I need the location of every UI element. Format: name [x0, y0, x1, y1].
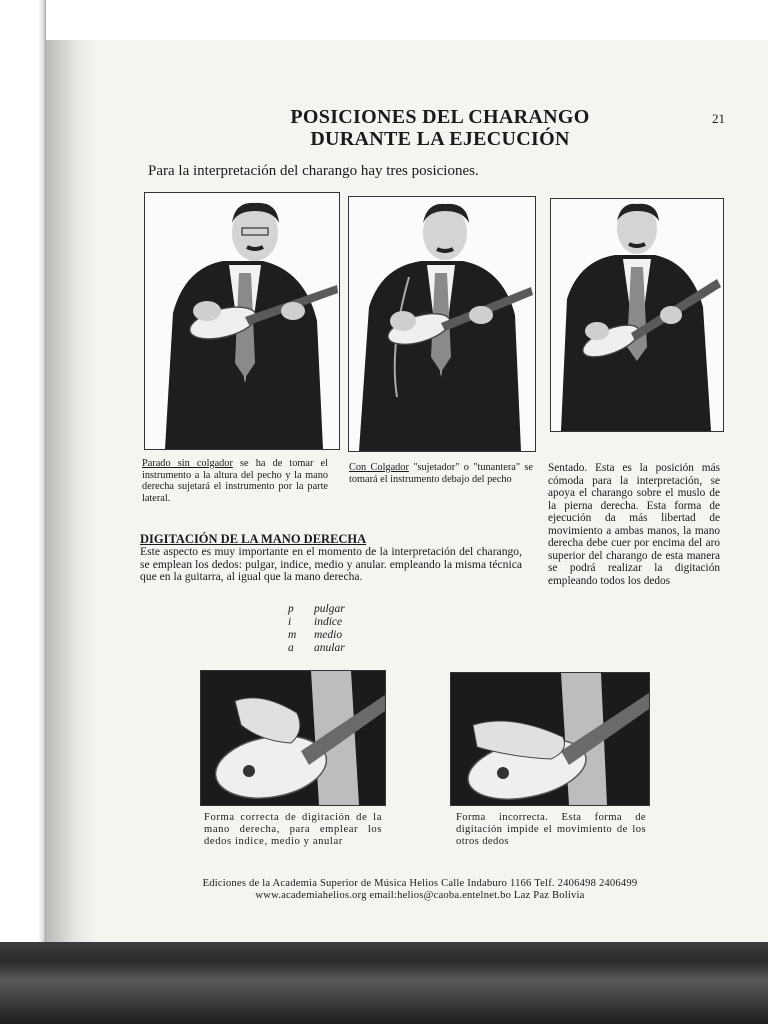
- caption-standing-label: Parado sin colgador: [142, 458, 233, 469]
- finger-row: [288, 642, 345, 655]
- finger-name: anular: [314, 642, 345, 654]
- finger-letter: a: [288, 642, 294, 654]
- caption-strap-text: "sujetador" o "tunantera" se tomará el instrumento debajo del pecho: [349, 462, 533, 485]
- caption-standing: [142, 458, 328, 504]
- page-gutter-shadow: [46, 40, 96, 946]
- caption-standing-text: se ha de tomar el instrumento a la altura del pecho y la mano derecha sujetará el instrumento por la parte lateral.: [142, 458, 328, 504]
- finger-letter: p: [288, 603, 294, 615]
- caption-seated-label: Sentado.: [548, 462, 588, 474]
- finger-name: medio: [314, 629, 343, 641]
- scan-border: [0, 0, 46, 1024]
- caption-strap: [349, 462, 533, 485]
- caption-correct-form: Forma correcta de digitación de la mano derecha, para emplear los dedos indice, medio y anular: [204, 812, 382, 847]
- finger-row: [288, 603, 345, 616]
- intro-text: Para la interpretación del charango hay tres posiciones.: [148, 163, 479, 179]
- finger-name: indice: [314, 616, 343, 628]
- finger-letter: m: [288, 629, 297, 641]
- page-title: [230, 106, 650, 150]
- caption-seated-text: Esta es la posición más cómoda para la interpretación, se apoya el charango sobre el muslo de la pierna derecha. Esta forma de ejecución da más libertad de movimiento a ambas manos, la mano derecha debe cuer por encima del aro superior del charango de esta manera se podrá realizar la digitación empleando todos los dedos: [548, 462, 720, 587]
- right-hand-body: Este aspecto es muy importante en el momento de la interpretación del charango, se emplean los dedos: pulgar, indice, medio y anular. empleando la misma técnica que en la guitarra, al igual que la mano derecha.: [140, 545, 522, 584]
- right-hand-heading: DIGITACIÓN DE LA MANO DERECHA: [140, 532, 367, 546]
- page-footer: [160, 878, 680, 902]
- title-line-2: DURANTE LA EJECUCIÓN: [310, 128, 570, 150]
- photo-with-strap: [348, 196, 536, 452]
- title-line-1: POSICIONES DEL CHARANGO: [290, 106, 590, 128]
- scan-bottom-edge: [0, 942, 768, 1024]
- finger-name: pulgar: [314, 603, 345, 615]
- caption-strap-label: Con Colgador: [349, 462, 409, 473]
- finger-letter: i: [288, 616, 292, 628]
- caption-incorrect-form: Forma incorrecta. Esta forma de digitación impide el movimiento de los otros dedos: [456, 812, 646, 847]
- footer-line-1: Ediciones de la Academia Superior de Música Helios Calle Indaburo 1166 Telf. 2406498 2406499: [202, 878, 638, 889]
- photo-standing: [144, 192, 340, 450]
- finger-legend: [288, 603, 345, 655]
- footer-line-2: www.academiahelios.org email:helios@caoba.entelnet.bo Laz Paz Bolivia: [255, 890, 585, 901]
- photo-seated: [550, 198, 724, 432]
- finger-row: [288, 616, 345, 629]
- caption-seated: [548, 462, 720, 587]
- finger-row: [288, 629, 345, 642]
- photo-incorrect-fingering: [450, 672, 650, 806]
- photo-correct-fingering: [200, 670, 386, 806]
- page-number: 21: [712, 111, 725, 126]
